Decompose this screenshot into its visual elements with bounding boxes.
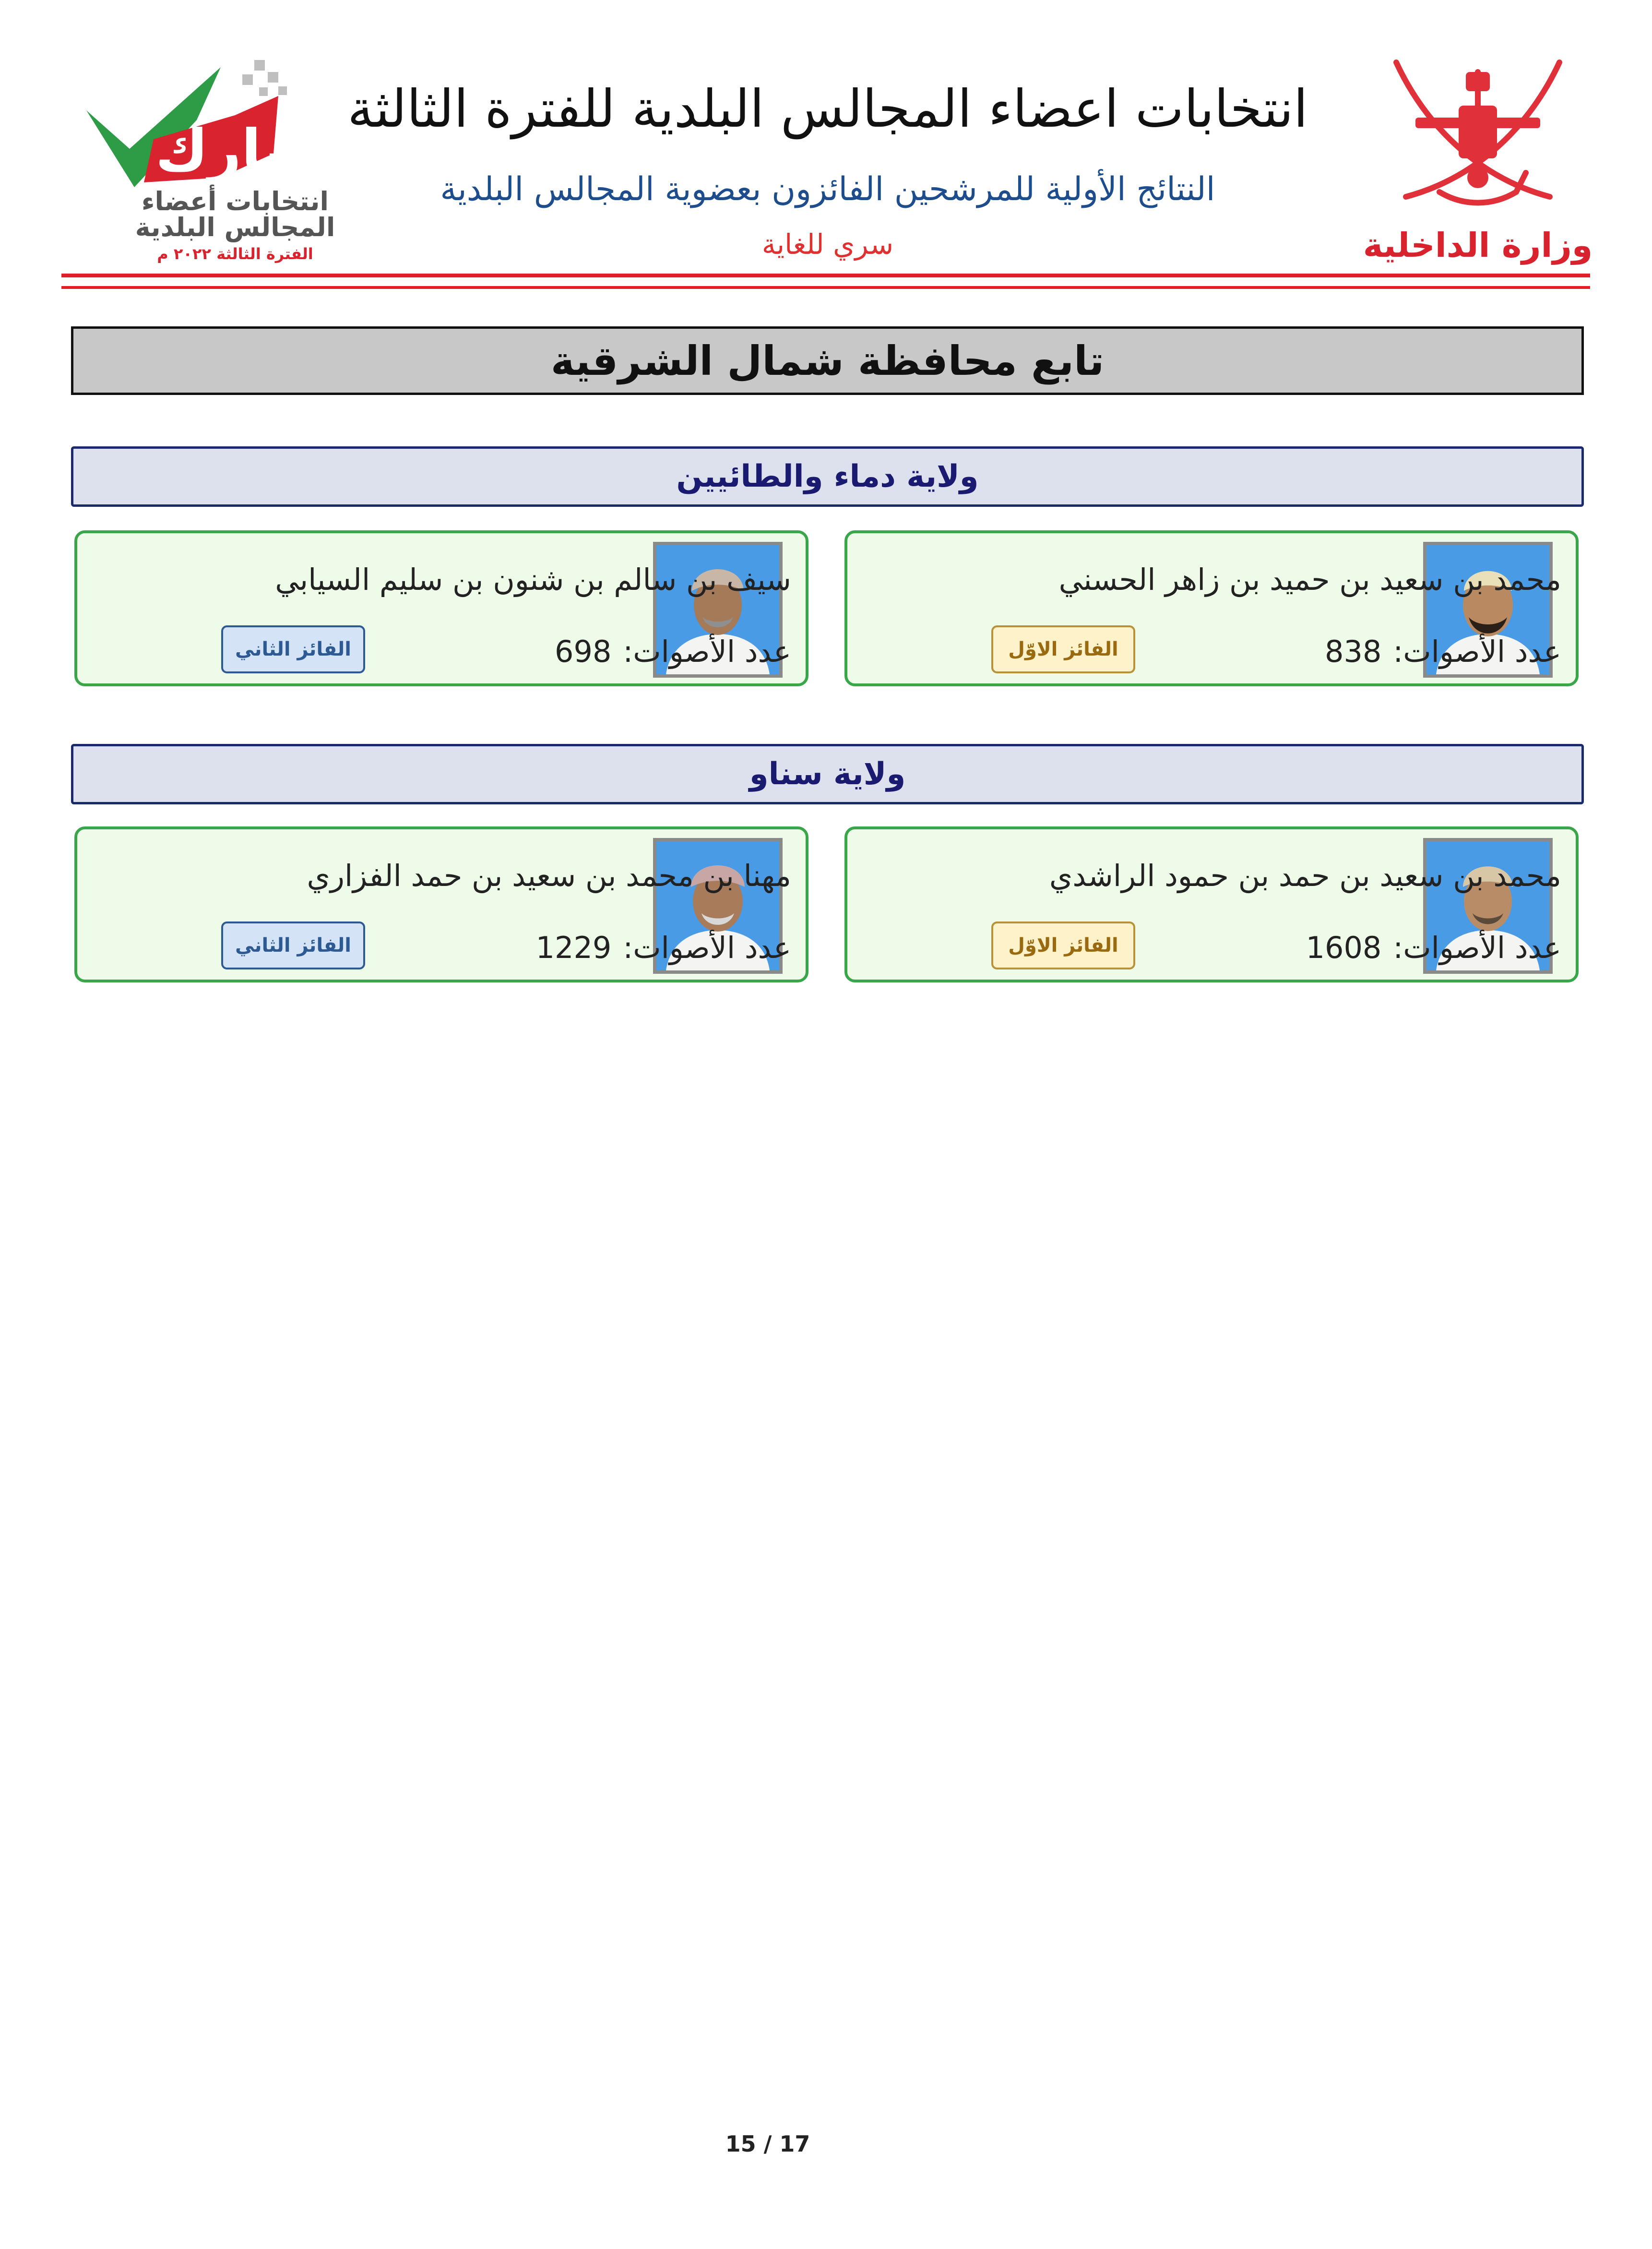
- candidate-card: [844, 530, 1579, 686]
- page-subtitle: النتائج الأولية للمرشحين الفائزون بعضوية المجالس البلدية: [440, 170, 1215, 208]
- rank-badge: الفائز الثاني: [221, 921, 365, 969]
- page-title: انتخابات اعضاء المجالس البلدية للفترة الثالثة: [347, 79, 1308, 139]
- candidate-card: [74, 826, 808, 982]
- header-divider-bottom: [61, 286, 1590, 289]
- rank-badge: الفائز الثاني: [221, 625, 365, 673]
- candidate-name: سيف بن سالم بن شنون بن سليم السيابي: [275, 562, 791, 597]
- wilayat-header: ولاية دماء والطائيين: [71, 446, 1584, 507]
- votes-label: عدد الأصوات:: [623, 634, 791, 669]
- vote-count-row: [536, 930, 791, 965]
- logo-word: شارك: [155, 118, 320, 184]
- votes-label: عدد الأصوات:: [623, 930, 791, 965]
- vote-count-row: [1306, 930, 1561, 965]
- votes-label: عدد الأصوات:: [1393, 634, 1561, 669]
- header-divider-top: [61, 274, 1590, 277]
- logo-line-3: الفترة الثالثة ٢٠٢٢ م: [157, 245, 313, 263]
- logo-line-1: انتخابات أعضاء: [141, 186, 329, 216]
- governorate-banner: تابع محافظة شمال الشرقية: [71, 326, 1584, 395]
- votes-value: 1608: [1306, 930, 1382, 965]
- vote-count-row: [1325, 634, 1561, 669]
- confidentiality-label: سري للغاية: [761, 228, 894, 261]
- candidate-card: [74, 530, 808, 686]
- votes-value: 838: [1325, 634, 1382, 669]
- logo-line-2: المجالس البلدية: [135, 212, 335, 242]
- candidate-name: محمد بن سعيد بن حميد بن زاهر الحسني: [1058, 562, 1561, 597]
- wilayat-header: ولاية سناو: [71, 744, 1584, 804]
- candidate-name: مهنا بن محمد بن سعيد بن حمد الفزاري: [307, 858, 791, 893]
- rank-badge: الفائز الاوّل: [991, 625, 1135, 673]
- votes-value: 1229: [535, 930, 612, 965]
- votes-label: عدد الأصوات:: [1393, 930, 1561, 965]
- candidate-card: [844, 826, 1579, 982]
- ministry-emblem: [1363, 53, 1593, 269]
- votes-value: 698: [555, 634, 612, 669]
- page-number: 15 / 17: [725, 2131, 810, 2157]
- ministry-label: وزارة الداخلية: [1363, 226, 1593, 265]
- candidate-name: محمد بن سعيد بن حمد بن حمود الراشدي: [1049, 858, 1561, 893]
- elections-logo: [77, 58, 335, 269]
- rank-badge: الفائز الاوّل: [991, 921, 1135, 969]
- vote-count-row: [555, 634, 791, 669]
